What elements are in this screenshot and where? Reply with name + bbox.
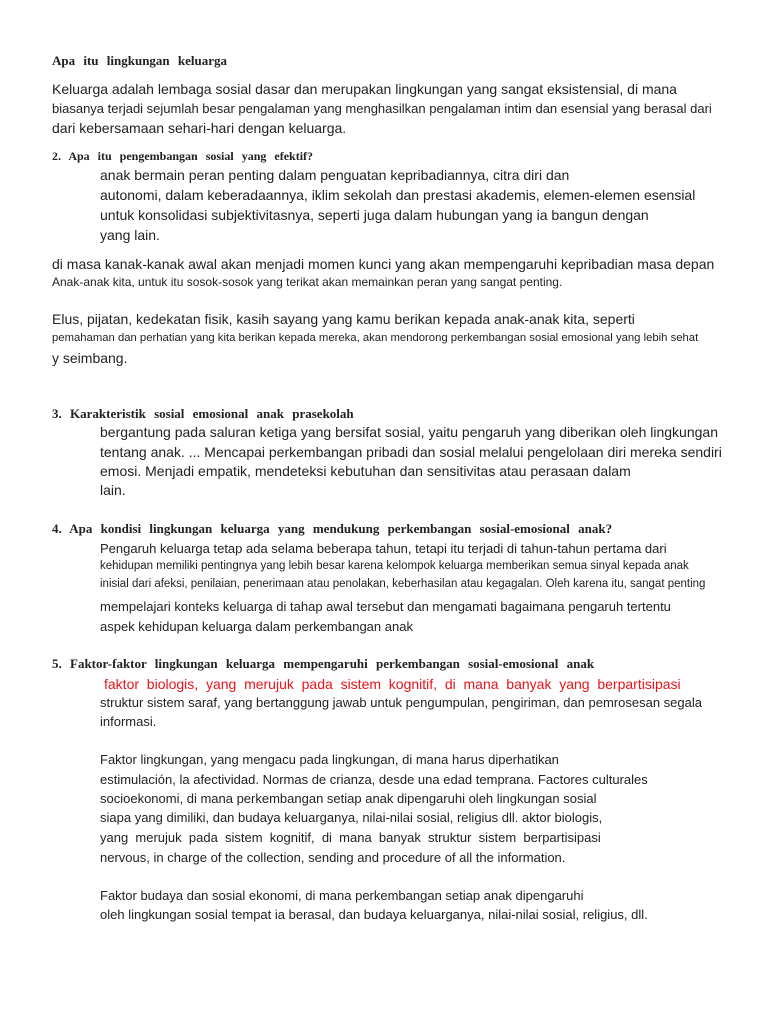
s2-para3-line-1: Elus, pijatan, kedekatan fisik, kasih sayang yang kamu berikan kepada anak-anak kita, seperti [52,311,635,327]
s5-para3-line-1: Faktor budaya dan sosial ekonomi, di mana perkembangan setiap anak dipengaruhi [100,888,584,903]
s4-line-4: mempelajari konteks keluarga di tahap awal tersebut dan mengamati bagaimana pengaruh tertentu [100,599,671,614]
s4-line-3: inisial dari afeksi, penilaian, penerimaan atau penolakan, keberhasilan atau kegagalan. Oleh karena itu, sangat penting [100,578,706,590]
heading-4-kondisi-lingkungan: 4. Apa kondisi lingkungan keluarga yang mendukung perkembangan sosial-emosional anak? [52,521,613,536]
s1-line-2: biasanya terjadi sejumlah besar pengalaman yang menghasilkan pengalaman intim dan esensial yang berasal dari [52,101,712,116]
s4-line-1: Pengaruh keluarga tetap ada selama beberapa tahun, tetapi itu terjadi di tahun-tahun pertama dari [100,541,667,556]
s2-line-4: yang lain. [100,227,160,243]
heading-2-pengembangan-sosial: 2. Apa itu pengembangan sosial yang efektif? [52,149,314,163]
s5-para2-line-4: siapa yang dimiliki, dan budaya keluarganya, nilai-nilai sosial, religius dll. aktor biologis, [100,810,603,825]
s5-line-1: struktur sistem saraf, yang bertanggung jawab untuk pengumpulan, pengiriman, dan pemrosesan segala [100,695,702,710]
s1-line-3: dari kebersamaan sehari-hari dengan keluarga. [52,120,347,136]
heading-apa-itu-lingkungan-keluarga: Apa itu lingkungan keluarga [52,53,228,68]
s5-para2-line-2: estimulación, la afectividad. Normas de crianza, desde una edad temprana. Factores culturales [100,772,648,787]
heading-3-karakteristik: 3. Karakteristik sosial emosional anak prasekolah [52,406,354,421]
heading-5-faktor-faktor: 5. Faktor-faktor lingkungan keluarga mempengaruhi perkembangan sosial-emosional anak [52,656,595,671]
s2-para2-line-2: Anak-anak kita, untuk itu sosok-sosok yang terikat akan memainkan peran yang sangat penting. [52,275,563,289]
s5-para3-line-2: oleh lingkungan sosial tempat ia berasal, dan budaya keluarganya, nilai-nilai sosial, religius, dll. [100,907,648,922]
s5-highlight-line: faktor biologis, yang merujuk pada sistem kognitif, di mana banyak yang berpartisipasi [104,676,681,692]
s2-line-3: untuk konsolidasi subjektivitasnya, seperti juga dalam hubungan yang ia bangun dengan [100,207,649,223]
s5-para2-line-6: nervous, in charge of the collection, sending and procedure of all the information. [100,850,566,865]
s3-line-4: lain. [100,482,126,498]
s5-para2-line-5: yang merujuk pada sistem kognitif, di mana banyak struktur sistem berpartisipasi [100,830,601,845]
s5-para2-line-3: socioekonomi, di mana perkembangan setiap anak dipengaruhi oleh lingkungan sosial [100,791,597,806]
s2-para3-line-2: pemahaman dan perhatian yang kita berikan kepada mereka, akan mendorong perkembangan sosial emosional yang lebih sehat [52,332,699,344]
s5-para2-line-1: Faktor lingkungan, yang mengacu pada lingkungan, di mana harus diperhatikan [100,752,559,767]
s3-line-2: tentang anak. ... Mencapai perkembangan pribadi dan sosial melalui pengelolaan diri mereka sendiri [100,444,722,460]
s2-para3-line-3: y seimbang. [52,350,128,366]
s5-line-2: informasi. [100,714,157,729]
s2-line-2: autonomi, dalam keberadaannya, iklim sekolah dan prestasi akademis, elemen-elemen esensial [100,187,696,203]
s1-line-1: Keluarga adalah lembaga sosial dasar dan merupakan lingkungan yang sangat eksistensial, di mana [52,81,677,97]
s2-line-1: anak bermain peran penting dalam penguatan kepribadiannya, citra diri dan [100,167,570,183]
s4-line-5: aspek kehidupan keluarga dalam perkembangan anak [100,619,413,634]
s3-line-1: bergantung pada saluran ketiga yang bersifat sosial, yaitu pengaruh yang diberikan oleh lingkungan [100,424,718,440]
s3-line-3: emosi. Menjadi empatik, mendeteksi kebutuhan dan sensitivitas atau perasaan dalam [100,463,631,479]
s4-line-2: kehidupan memiliki pentingnya yang lebih besar karena kelompok keluarga memberikan semua sinyal kepada anak [100,560,689,572]
s2-para2-line-1: di masa kanak-kanak awal akan menjadi momen kunci yang akan mempengaruhi kepribadian masa depan [52,256,715,272]
